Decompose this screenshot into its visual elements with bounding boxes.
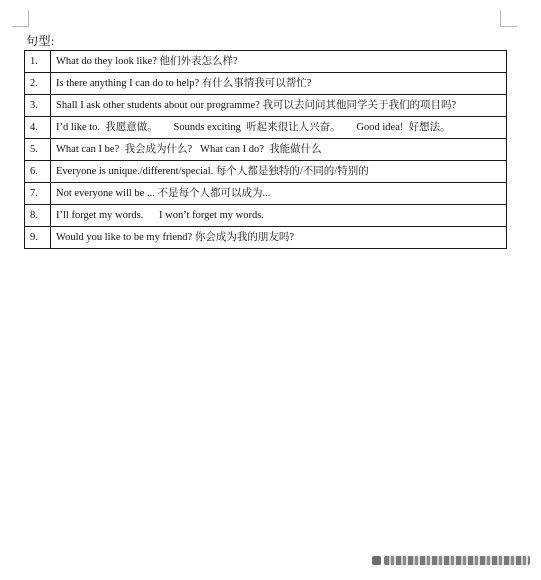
watermark: [372, 552, 530, 568]
table-row: [25, 161, 507, 183]
row-sentence: What can I be? 我会成为什么? What can I do? 我能做什么: [51, 139, 507, 161]
top-right-crop-mark: [500, 10, 517, 27]
row-number: 1.: [25, 51, 51, 73]
table-row: [25, 95, 507, 117]
row-number: 3.: [25, 95, 51, 117]
table-row: [25, 117, 507, 139]
row-number: 4.: [25, 117, 51, 139]
row-sentence: What do they look like? 他们外表怎么样?: [51, 51, 507, 73]
sentence-patterns-table: [24, 50, 507, 249]
row-sentence: I’ll forget my words. I won’t forget my words.: [51, 205, 507, 227]
site-logo-icon: [372, 556, 381, 565]
section-heading: 句型:: [26, 34, 55, 48]
row-number: 7.: [25, 183, 51, 205]
row-number: 5.: [25, 139, 51, 161]
row-sentence: Everyone is unique./different/special. 每个人都是独特的/不同的/特别的: [51, 161, 507, 183]
row-number: 2.: [25, 73, 51, 95]
row-number: 6.: [25, 161, 51, 183]
table-row: [25, 183, 507, 205]
table-row: [25, 73, 507, 95]
row-sentence: Not everyone will be ... 不是每个人都可以成为...: [51, 183, 507, 205]
table-row: [25, 139, 507, 161]
row-sentence: Shall I ask other students about our programme? 我可以去问问其他同学关于我们的项目吗?: [51, 95, 507, 117]
table-row: [25, 205, 507, 227]
row-sentence: Is there anything I can do to help? 有什么事情我可以帮忙?: [51, 73, 507, 95]
row-sentence: Would you like to be my friend? 你会成为我的朋友吗?: [51, 227, 507, 249]
row-number: 9.: [25, 227, 51, 249]
table-row: [25, 51, 507, 73]
row-sentence: I’d like to. 我愿意做。 Sounds exciting 听起来很让人兴奋。 Good idea! 好想法。: [51, 117, 507, 139]
row-number: 8.: [25, 205, 51, 227]
top-left-crop-mark: [12, 10, 29, 27]
table-row: [25, 227, 507, 249]
watermark-text-graphic: [384, 556, 530, 565]
